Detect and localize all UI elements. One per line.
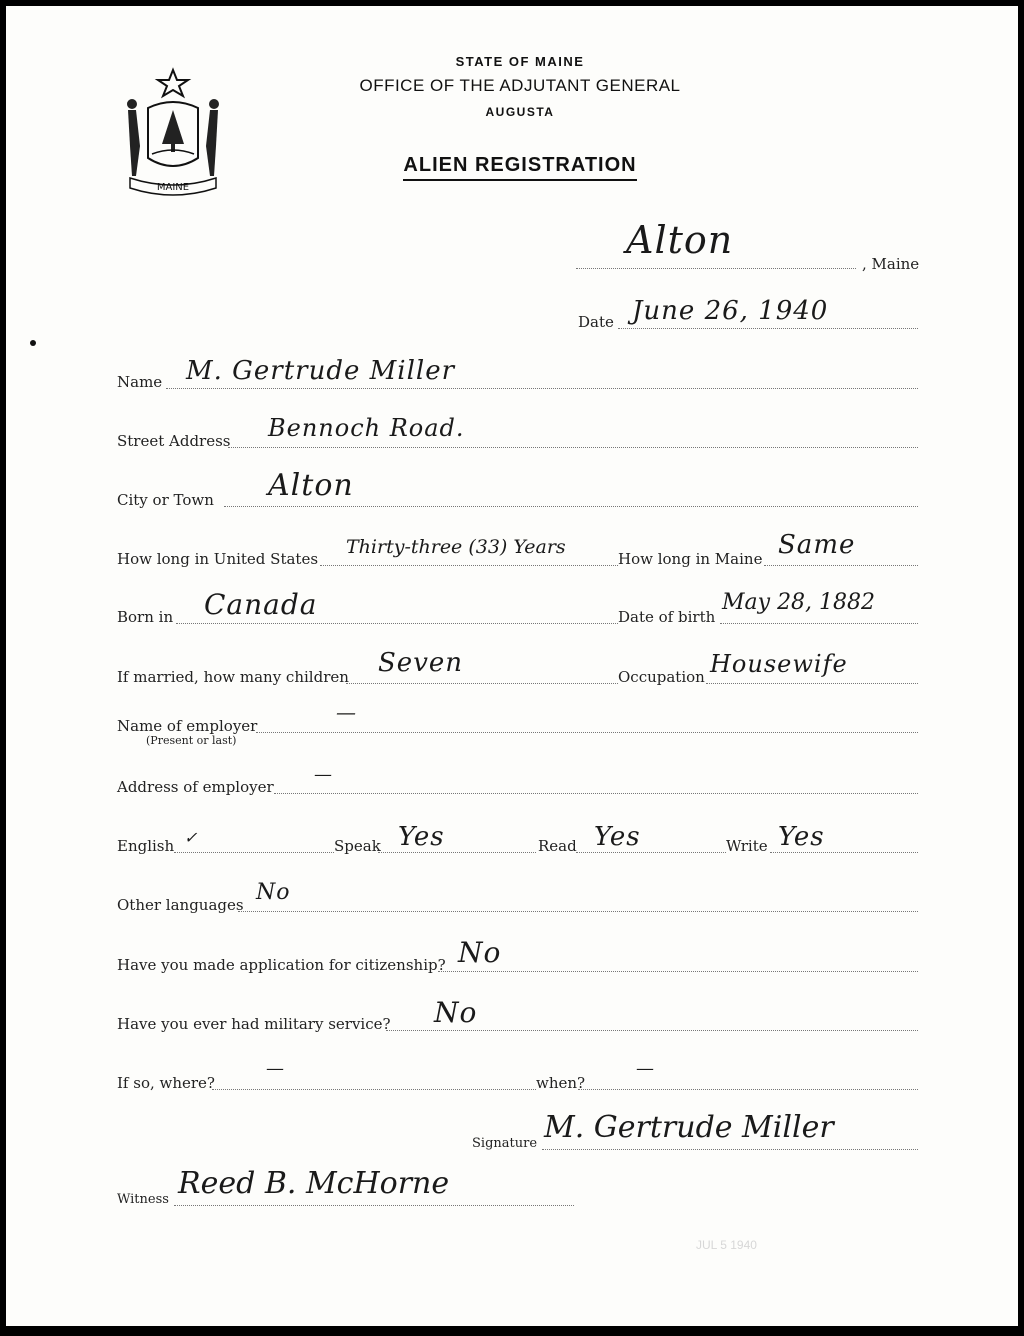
header-city: AUGUSTA: [485, 105, 555, 119]
how-long-maine-line: [764, 565, 918, 566]
date-value: June 26, 1940: [632, 296, 829, 326]
state-seal-icon: [118, 66, 228, 196]
registration-form: [6, 6, 1018, 1326]
form-title-text: ALIEN REGISTRATION: [403, 154, 636, 181]
how-long-us-value: Thirty-three (33) Years: [346, 536, 566, 558]
military-line: [386, 1030, 918, 1031]
other-languages-label: Other languages: [117, 896, 244, 914]
other-languages-value: No: [256, 880, 291, 905]
when-line: [578, 1089, 918, 1090]
where-line: [212, 1089, 536, 1090]
street-value: Bennoch Road.: [268, 414, 465, 442]
how-long-us-line: [320, 565, 618, 566]
write-value: Yes: [778, 822, 825, 852]
city-line: [224, 506, 918, 507]
date-of-birth-line: [720, 623, 918, 624]
street-line: [228, 447, 918, 448]
speak-value: Yes: [398, 822, 445, 852]
other-languages-line: [238, 911, 918, 912]
english-value: ✓: [184, 828, 199, 847]
when-label: when?: [536, 1074, 586, 1092]
employer-label: Name of employer: [117, 717, 258, 735]
when-value: —: [636, 1058, 655, 1079]
children-value: Seven: [378, 648, 464, 678]
children-label: If married, how many children: [117, 668, 349, 686]
date-label: Date: [578, 313, 614, 331]
born-in-value: Canada: [204, 588, 318, 621]
read-value: Yes: [594, 822, 641, 852]
town-line: [576, 268, 856, 269]
citizenship-label: Have you made application for citizenship?: [117, 956, 446, 974]
occupation-label: Occupation: [618, 668, 705, 686]
how-long-us-label: How long in United States: [117, 550, 319, 568]
received-stamp: JUL 5 1940: [696, 1238, 757, 1252]
how-long-maine-label: How long in Maine: [618, 550, 763, 568]
born-in-line: [176, 623, 618, 624]
write-label: Write: [726, 837, 768, 855]
signature-line: [542, 1149, 918, 1150]
city-label: City or Town: [117, 491, 214, 509]
date-line: [618, 328, 918, 329]
margin-mark: [30, 340, 36, 346]
header-state: STATE OF MAINE: [455, 54, 585, 69]
svg-text:MAINE: MAINE: [156, 182, 190, 193]
military-value: No: [434, 996, 478, 1029]
military-label: Have you ever had military service?: [117, 1015, 391, 1033]
employer-line: [256, 732, 918, 733]
citizenship-line: [438, 971, 918, 972]
children-line: [346, 683, 618, 684]
read-line: [576, 852, 726, 853]
town-value: Alton: [626, 218, 734, 262]
employer-note: (Present or last): [146, 734, 237, 747]
born-in-label: Born in: [117, 608, 174, 626]
date-of-birth-value: May 28, 1882: [722, 590, 876, 615]
date-of-birth-label: Date of birth: [618, 608, 716, 626]
signature-label: Signature: [472, 1136, 538, 1151]
city-value: Alton: [268, 468, 354, 503]
employer-address-line: [274, 793, 918, 794]
citizenship-value: No: [458, 936, 502, 969]
name-label: Name: [117, 373, 163, 391]
read-label: Read: [538, 837, 577, 855]
how-long-maine-value: Same: [778, 530, 856, 560]
name-line: [166, 388, 918, 389]
employer-address-value: —: [314, 764, 333, 785]
witness-value: Reed B. McHorne: [178, 1166, 450, 1201]
signature-value: M. Gertrude Miller: [544, 1110, 834, 1145]
speak-line: [378, 852, 536, 853]
speak-label: Speak: [334, 837, 381, 855]
write-line: [770, 852, 918, 853]
name-value: M. Gertrude Miller: [186, 356, 456, 386]
witness-label: Witness: [117, 1192, 169, 1207]
employer-value: —: [336, 700, 357, 724]
occupation-line: [706, 683, 918, 684]
english-line: [174, 852, 334, 853]
english-label: English: [117, 837, 175, 855]
witness-line: [174, 1205, 574, 1206]
employer-address-label: Address of employer: [117, 778, 274, 796]
where-value: —: [266, 1058, 285, 1079]
street-label: Street Address: [117, 432, 231, 450]
where-label: If so, where?: [117, 1074, 215, 1092]
occupation-value: Housewife: [710, 650, 848, 678]
maine-label: , Maine: [862, 255, 920, 273]
header-office: OFFICE OF THE ADJUTANT GENERAL: [359, 76, 681, 95]
